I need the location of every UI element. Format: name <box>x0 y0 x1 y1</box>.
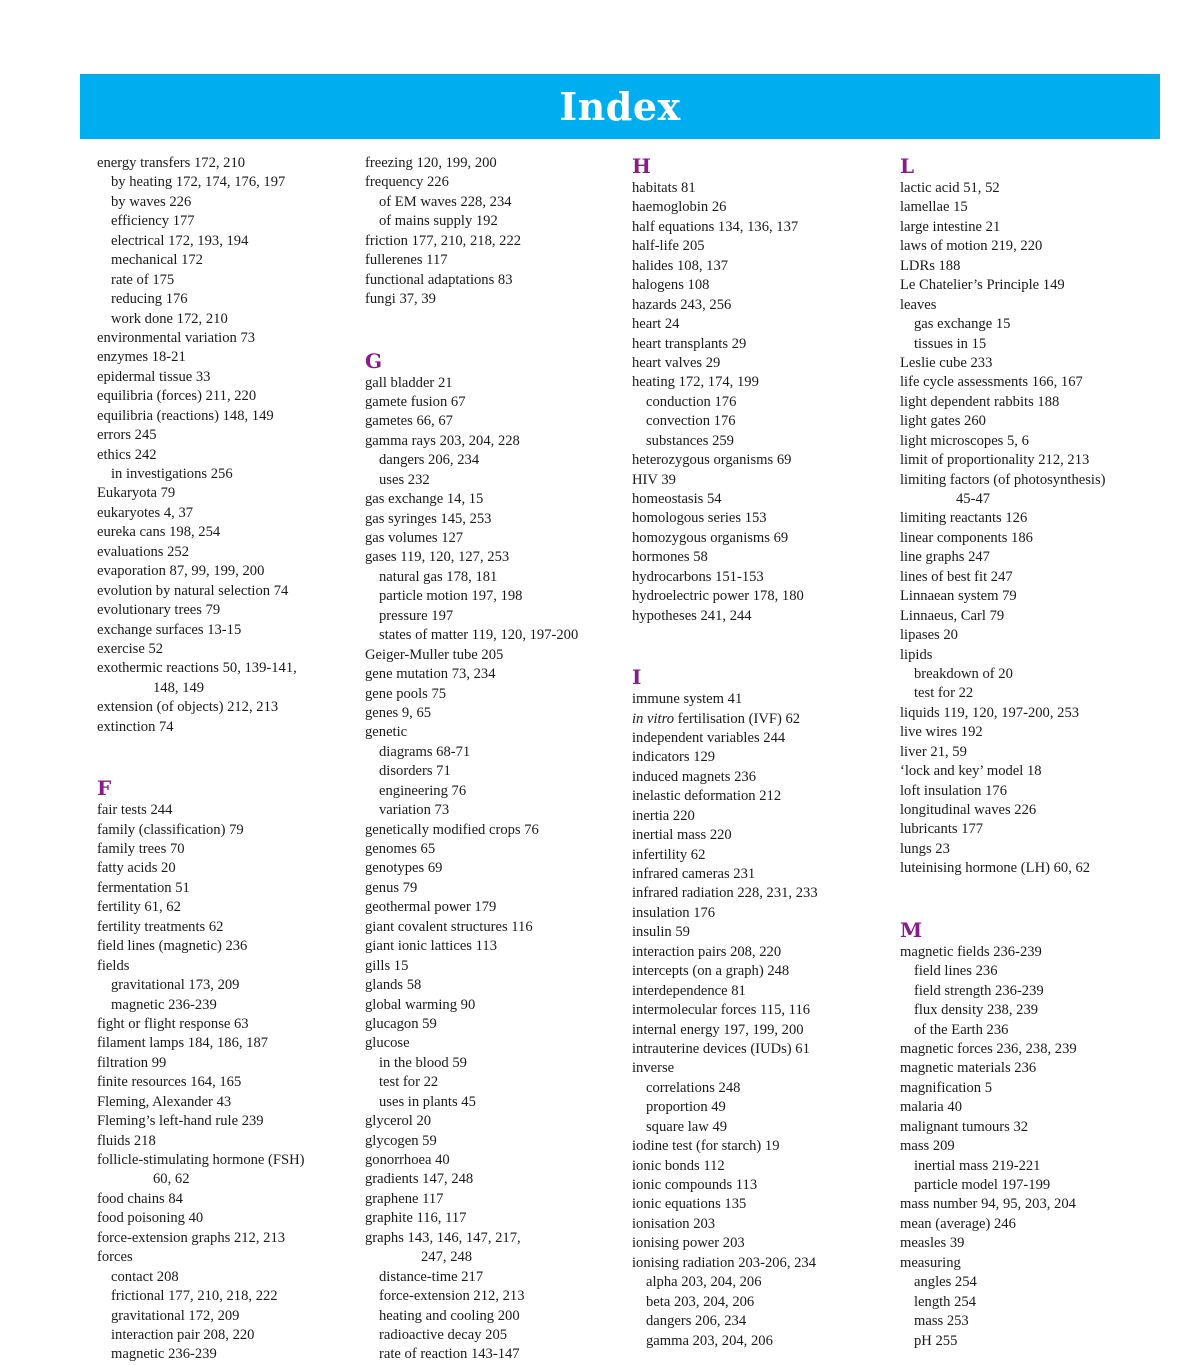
index-entry: inertial mass 220 <box>632 827 732 844</box>
index-subentry: tissues in 15 <box>914 335 987 352</box>
index-entry: graphite 116, 117 <box>365 1210 467 1227</box>
index-entry: frequency 226 <box>365 174 449 191</box>
index-entry-continuation: 45-47 <box>956 491 991 507</box>
index-entry: haemoglobin 26 <box>632 199 727 216</box>
index-entry: finite resources 164, 165 <box>97 1074 242 1091</box>
index-entry: geothermal power 179 <box>365 899 497 916</box>
index-entry: infrared cameras 231 <box>632 866 756 882</box>
index-entry: glycerol 20 <box>365 1113 432 1130</box>
index-subentry: in the blood 59 <box>379 1054 467 1071</box>
index-entry: graphene 117 <box>365 1190 444 1207</box>
index-entry: force-extension graphs 212, 213 <box>97 1229 286 1246</box>
index-entry: ionic equations 135 <box>632 1196 747 1213</box>
index-subentry: gas exchange 15 <box>914 316 1011 333</box>
index-subentry: contact 208 <box>111 1268 179 1285</box>
index-entry: genes 9, 65 <box>365 704 432 721</box>
index-entry: heating 172, 174, 199 <box>632 374 759 391</box>
index-entry: independent variables 244 <box>632 729 786 746</box>
index-entry: gall bladder 21 <box>365 374 453 391</box>
index-subentry: particle motion 197, 198 <box>379 588 523 605</box>
index-entry: habitats 81 <box>632 180 696 196</box>
index-subentry: length 254 <box>914 1293 977 1310</box>
index-entry: light dependent rabbits 188 <box>900 393 1060 410</box>
index-subentry: natural gas 178, 181 <box>379 568 498 585</box>
index-entry: energy transfers 172, 210 <box>97 155 246 171</box>
index-entry: equilibria (reactions) 148, 149 <box>97 407 274 424</box>
index-entry: homozygous organisms 69 <box>632 529 789 546</box>
index-entry: fair tests 244 <box>97 802 173 819</box>
index-entry: light microscopes 5, 6 <box>900 432 1029 449</box>
index-entry: Fleming, Alexander 43 <box>97 1093 232 1110</box>
index-entry: glucagon 59 <box>365 1015 437 1032</box>
index-entry: hydroelectric power 178, 180 <box>632 588 804 605</box>
index-entry: Le Chatelier’s Principle 149 <box>900 277 1065 294</box>
index-entry: lubricants 177 <box>900 821 984 838</box>
index-subentry: diagrams 68-71 <box>379 743 471 760</box>
index-entry: inverse <box>632 1060 675 1077</box>
index-subentry: angles 254 <box>914 1274 977 1291</box>
index-entry: genus 79 <box>365 879 418 896</box>
index-subentry: in investigations 256 <box>111 466 233 482</box>
index-entry-continuation: 148, 149 <box>153 679 205 696</box>
index-subentry: gravitational 173, 209 <box>111 977 240 994</box>
section-letter: L <box>900 154 915 178</box>
italic-term: in vitro <box>632 710 675 727</box>
index-entry: gamma rays 203, 204, 228 <box>365 432 520 449</box>
index-entry: gas volumes 127 <box>365 530 464 546</box>
index-entry: gradients 147, 248 <box>365 1171 474 1188</box>
index-subentry: beta 203, 204, 206 <box>646 1293 755 1310</box>
index-entry: field lines (magnetic) 236 <box>97 938 248 955</box>
index-entry: linear components 186 <box>900 529 1033 546</box>
entry-text: fertilisation (IVF) 62 <box>674 710 801 727</box>
index-subentry: substances 259 <box>646 432 734 449</box>
index-subentry: rate of 175 <box>111 271 175 288</box>
index-entry: forces <box>97 1249 133 1266</box>
index-title-banner <box>80 74 1160 139</box>
index-entry: lungs 23 <box>900 840 950 857</box>
index-column-4 <box>900 154 1162 1351</box>
index-entry: leaves <box>900 296 937 313</box>
section-letter: I <box>632 665 642 690</box>
section-letter: F <box>97 776 112 801</box>
index-entry: Linnaeus, Carl 79 <box>900 607 1005 624</box>
index-subentry: proportion 49 <box>646 1099 726 1116</box>
index-entry: hazards 243, 256 <box>632 296 732 313</box>
index-subentry: pressure 197 <box>379 607 454 624</box>
index-entry: fertility 61, 62 <box>97 899 181 916</box>
index-entry: half-life 205 <box>632 238 705 255</box>
index-entry: liquids 119, 120, 197-200, 253 <box>900 704 1080 721</box>
index-entry: lactic acid 51, 52 <box>900 180 1000 196</box>
index-entry: live wires 192 <box>900 724 983 741</box>
index-entry: genetically modified crops 76 <box>365 821 539 838</box>
index-entry: fatty acids 20 <box>97 860 176 877</box>
index-entry: internal energy 197, 199, 200 <box>632 1021 804 1038</box>
index-entry: liver 21, 59 <box>900 743 967 760</box>
index-subentry: magnetic 236-239 <box>111 1346 217 1363</box>
index-entry: gametes 66, 67 <box>365 413 453 430</box>
index-entry: gas exchange 14, 15 <box>365 491 484 508</box>
index-entry: mean (average) 246 <box>900 1215 1016 1232</box>
index-entry: induced magnets 236 <box>632 768 757 785</box>
index-entry: mass number 94, 95, 203, 204 <box>900 1196 1076 1213</box>
section-letter: H <box>632 154 651 178</box>
index-entry: indicators 129 <box>632 749 716 766</box>
index-entry: ‘lock and key’ model 18 <box>900 763 1042 780</box>
index-entry: gills 15 <box>365 957 409 974</box>
index-entry: gases 119, 120, 127, 253 <box>365 549 510 566</box>
index-entry-continuation: 247, 248 <box>421 1249 473 1266</box>
index-entry: magnification 5 <box>900 1079 992 1096</box>
index-subentry: uses 232 <box>379 471 430 488</box>
index-column-1 <box>97 154 359 1365</box>
index-subentry: field strength 236-239 <box>914 982 1044 999</box>
index-entry: filtration 99 <box>97 1054 167 1071</box>
index-entry: magnetic forces 236, 238, 239 <box>900 1040 1077 1057</box>
index-entry: hormones 58 <box>632 549 708 566</box>
index-subentry: test for 22 <box>914 685 974 702</box>
index-entry: infertility 62 <box>632 846 706 863</box>
index-entry: luteinising hormone (LH) 60, 62 <box>900 860 1091 877</box>
index-subentry: of mains supply 192 <box>379 213 498 230</box>
index-subentry: mechanical 172 <box>111 252 203 269</box>
index-entry: limiting reactants 126 <box>900 510 1028 527</box>
index-entry: measuring <box>900 1254 961 1271</box>
index-subentry: of the Earth 236 <box>914 1021 1009 1038</box>
index-subentry: disorders 71 <box>379 763 451 780</box>
index-entry: exchange surfaces 13-15 <box>97 621 242 638</box>
index-subentry: frictional 177, 210, 218, 222 <box>111 1288 278 1305</box>
index-entry: measles 39 <box>900 1235 965 1252</box>
index-entry: food poisoning 40 <box>97 1210 204 1227</box>
index-entry: glucose <box>365 1035 410 1052</box>
index-subentry: engineering 76 <box>379 782 467 799</box>
index-entry: gene pools 75 <box>365 685 447 702</box>
index-entry: inertia 220 <box>632 807 695 824</box>
index-entry: interdependence 81 <box>632 982 746 999</box>
index-entry: equilibria (forces) 211, 220 <box>97 388 257 405</box>
index-entry: intermolecular forces 115, 116 <box>632 1002 811 1019</box>
index-entry: global warming 90 <box>365 996 476 1013</box>
index-subentry: field lines 236 <box>914 963 998 980</box>
index-entry: fields <box>97 957 130 974</box>
index-entry: magnetic fields 236-239 <box>900 943 1042 960</box>
index-subentry: flux density 238, 239 <box>914 1002 1039 1019</box>
index-entry: loft insulation 176 <box>900 782 1008 799</box>
index-subentry: breakdown of 20 <box>914 665 1013 682</box>
index-subentry: interaction pair 208, 220 <box>111 1326 255 1343</box>
index-subentry: mass 253 <box>914 1313 969 1330</box>
index-entry: inelastic deformation 212 <box>632 788 782 805</box>
index-entry: halides 108, 137 <box>632 257 729 274</box>
page-title: Index <box>559 84 681 129</box>
index-entry: evaporation 87, 99, 199, 200 <box>97 563 265 580</box>
index-entry: extension (of objects) 212, 213 <box>97 699 279 716</box>
index-entry: evolution by natural selection 74 <box>97 582 289 599</box>
index-entry: homeostasis 54 <box>632 491 722 507</box>
index-subentry: efficiency 177 <box>111 213 195 230</box>
index-entry: errors 245 <box>97 427 157 444</box>
index-entry: food chains 84 <box>97 1190 183 1207</box>
index-subentry: rate of reaction 143-147 <box>379 1346 520 1363</box>
index-subentry: gamma 203, 204, 206 <box>646 1332 773 1349</box>
index-entry: ionic compounds 113 <box>632 1177 758 1193</box>
index-entry: family (classification) 79 <box>97 821 244 838</box>
index-subentry: dangers 206, 234 <box>379 452 480 469</box>
index-entry: extinction 74 <box>97 718 174 735</box>
index-entry: exercise 52 <box>97 640 164 657</box>
index-subentry: dangers 206, 234 <box>646 1313 747 1330</box>
index-entry: epidermal tissue 33 <box>97 368 211 385</box>
index-subentry: correlations 248 <box>646 1079 741 1096</box>
section-gap <box>632 626 894 665</box>
section-letter: G <box>365 348 383 373</box>
index-entry: gas syringes 145, 253 <box>365 510 492 527</box>
index-entry: heterozygous organisms 69 <box>632 452 792 469</box>
index-entry: lipids <box>900 646 933 663</box>
index-entry: insulin 59 <box>632 924 690 941</box>
index-entry: malignant tumours 32 <box>900 1118 1029 1135</box>
section-gap <box>365 310 627 349</box>
index-entry: lines of best fit 247 <box>900 568 1013 585</box>
index-entry: fullerenes 117 <box>365 252 448 269</box>
index-subentry: alpha 203, 204, 206 <box>646 1274 762 1291</box>
index-entry: friction 177, 210, 218, 222 <box>365 232 522 249</box>
index-entry: fight or flight response 63 <box>97 1015 249 1032</box>
index-entry: longitudinal waves 226 <box>900 802 1037 818</box>
index-entry: HIV 39 <box>632 471 676 488</box>
index-entry: genomes 65 <box>365 841 436 857</box>
index-entry: infrared radiation 228, 231, 233 <box>632 885 818 902</box>
index-entry: exothermic reactions 50, 139-141, <box>97 660 297 677</box>
index-entry: Geiger-Muller tube 205 <box>365 646 504 663</box>
index-entry: Linnaean system 79 <box>900 588 1017 605</box>
index-entry: line graphs 247 <box>900 549 990 566</box>
index-entry: limiting factors (of photosynthesis) <box>900 471 1106 488</box>
index-entry: fermentation 51 <box>97 879 190 896</box>
index-entry: light gates 260 <box>900 413 986 430</box>
index-entry: ionic bonds 112 <box>632 1157 725 1174</box>
index-subentry: gravitational 172, 209 <box>111 1307 240 1324</box>
index-subentry: of EM waves 228, 234 <box>379 193 512 210</box>
index-entry: life cycle assessments 166, 167 <box>900 374 1083 391</box>
index-entry: Leslie cube 233 <box>900 354 993 371</box>
index-subentry: distance-time 217 <box>379 1268 484 1285</box>
index-entry: interaction pairs 208, 220 <box>632 943 782 960</box>
index-entry: ionising power 203 <box>632 1235 745 1252</box>
index-subentry: radioactive decay 205 <box>379 1326 508 1343</box>
index-entry: mass 209 <box>900 1138 955 1155</box>
index-column-3 <box>632 154 894 1351</box>
index-entry: gamete fusion 67 <box>365 393 466 410</box>
index-entry: glands 58 <box>365 977 422 994</box>
index-subentry: heating and cooling 200 <box>379 1307 520 1324</box>
index-subentry: square law 49 <box>646 1118 728 1135</box>
index-entry: glycogen 59 <box>365 1132 437 1149</box>
index-entry: environmental variation 73 <box>97 329 256 346</box>
index-entry: lipases 20 <box>900 627 958 644</box>
index-subentry: pH 255 <box>914 1332 958 1349</box>
index-entry: evolutionary trees 79 <box>97 602 221 619</box>
index-entry: fluids 218 <box>97 1132 156 1149</box>
index-entry: iodine test (for starch) 19 <box>632 1138 780 1155</box>
index-entry: laws of motion 219, 220 <box>900 238 1043 255</box>
index-entry: filament lamps 184, 186, 187 <box>97 1035 269 1052</box>
index-entry: gonorrhoea 40 <box>365 1152 450 1168</box>
index-subentry: uses in plants 45 <box>379 1093 476 1110</box>
index-subentry: by heating 172, 174, 176, 197 <box>111 174 286 191</box>
index-subentry: convection 176 <box>646 413 736 430</box>
index-entry: genotypes 69 <box>365 860 443 877</box>
index-entry: lamellae 15 <box>900 199 968 216</box>
index-subentry: work done 172, 210 <box>111 310 228 327</box>
index-entry: enzymes 18-21 <box>97 349 186 366</box>
index-entry: immune system 41 <box>632 691 743 708</box>
index-entry: functional adaptations 83 <box>365 271 513 288</box>
section-letter: M <box>900 917 923 942</box>
index-entry: graphs 143, 146, 147, 217, <box>365 1229 521 1246</box>
index-entry: heart 24 <box>632 316 680 333</box>
index-entry: evaluations 252 <box>97 543 190 560</box>
index-entry: halogens 108 <box>632 277 710 294</box>
index-entry: limit of proportionality 212, 213 <box>900 452 1090 469</box>
index-subentry: electrical 172, 193, 194 <box>111 232 249 249</box>
index-entry: heart transplants 29 <box>632 335 747 352</box>
index-entry: malaria 40 <box>900 1099 962 1116</box>
index-entry: insulation 176 <box>632 904 716 921</box>
index-subentry: states of matter 119, 120, 197-200 <box>379 627 579 644</box>
index-entry: homologous series 153 <box>632 510 767 527</box>
index-entry: magnetic materials 236 <box>900 1060 1037 1077</box>
index-subentry: force-extension 212, 213 <box>379 1288 525 1305</box>
index-entry: hypotheses 241, 244 <box>632 607 752 624</box>
index-column-2 <box>365 154 627 1365</box>
index-entry: follicle-stimulating hormone (FSH) <box>97 1152 305 1168</box>
index-entry-continuation: 60, 62 <box>153 1171 190 1188</box>
index-entry: Fleming’s left-hand rule 239 <box>97 1113 264 1130</box>
index-entry: genetic <box>365 724 408 741</box>
index-entry: large intestine 21 <box>900 218 1001 235</box>
index-entry: heart valves 29 <box>632 354 721 371</box>
index-subentry: reducing 176 <box>111 291 188 308</box>
index-entry: hydrocarbons 151-153 <box>632 568 764 585</box>
index-entry: giant covalent structures 116 <box>365 918 533 935</box>
index-entry: eureka cans 198, 254 <box>97 524 221 541</box>
index-entry: giant ionic lattices 113 <box>365 938 497 955</box>
index-entry: ionisation 203 <box>632 1215 716 1232</box>
index-entry: LDRs 188 <box>900 257 961 274</box>
index-subentry: particle model 197-199 <box>914 1177 1051 1193</box>
index-subentry: test for 22 <box>379 1074 439 1091</box>
index-subentry: inertial mass 219-221 <box>914 1157 1041 1174</box>
index-entry: half equations 134, 136, 137 <box>632 218 799 235</box>
index-subentry: by waves 226 <box>111 193 192 210</box>
index-entry: intrauterine devices (IUDs) 61 <box>632 1040 810 1057</box>
index-entry: freezing 120, 199, 200 <box>365 155 497 171</box>
index-entry: fertility treatments 62 <box>97 918 224 935</box>
index-entry: ethics 242 <box>97 446 157 463</box>
section-gap <box>97 737 359 776</box>
index-entry: eukaryotes 4, 37 <box>97 504 194 521</box>
index-entry: fungi 37, 39 <box>365 291 436 308</box>
index-entry: intercepts (on a graph) 248 <box>632 963 790 980</box>
section-gap <box>900 879 1162 918</box>
index-entry <box>632 710 894 729</box>
index-entry: Eukaryota 79 <box>97 485 176 502</box>
index-entry: gene mutation 73, 234 <box>365 666 496 683</box>
index-entry: family trees 70 <box>97 841 185 857</box>
index-subentry: variation 73 <box>379 802 450 819</box>
index-entry: ionising radiation 203-206, 234 <box>632 1254 817 1271</box>
index-subentry: magnetic 236-239 <box>111 996 217 1013</box>
index-subentry: conduction 176 <box>646 393 737 410</box>
